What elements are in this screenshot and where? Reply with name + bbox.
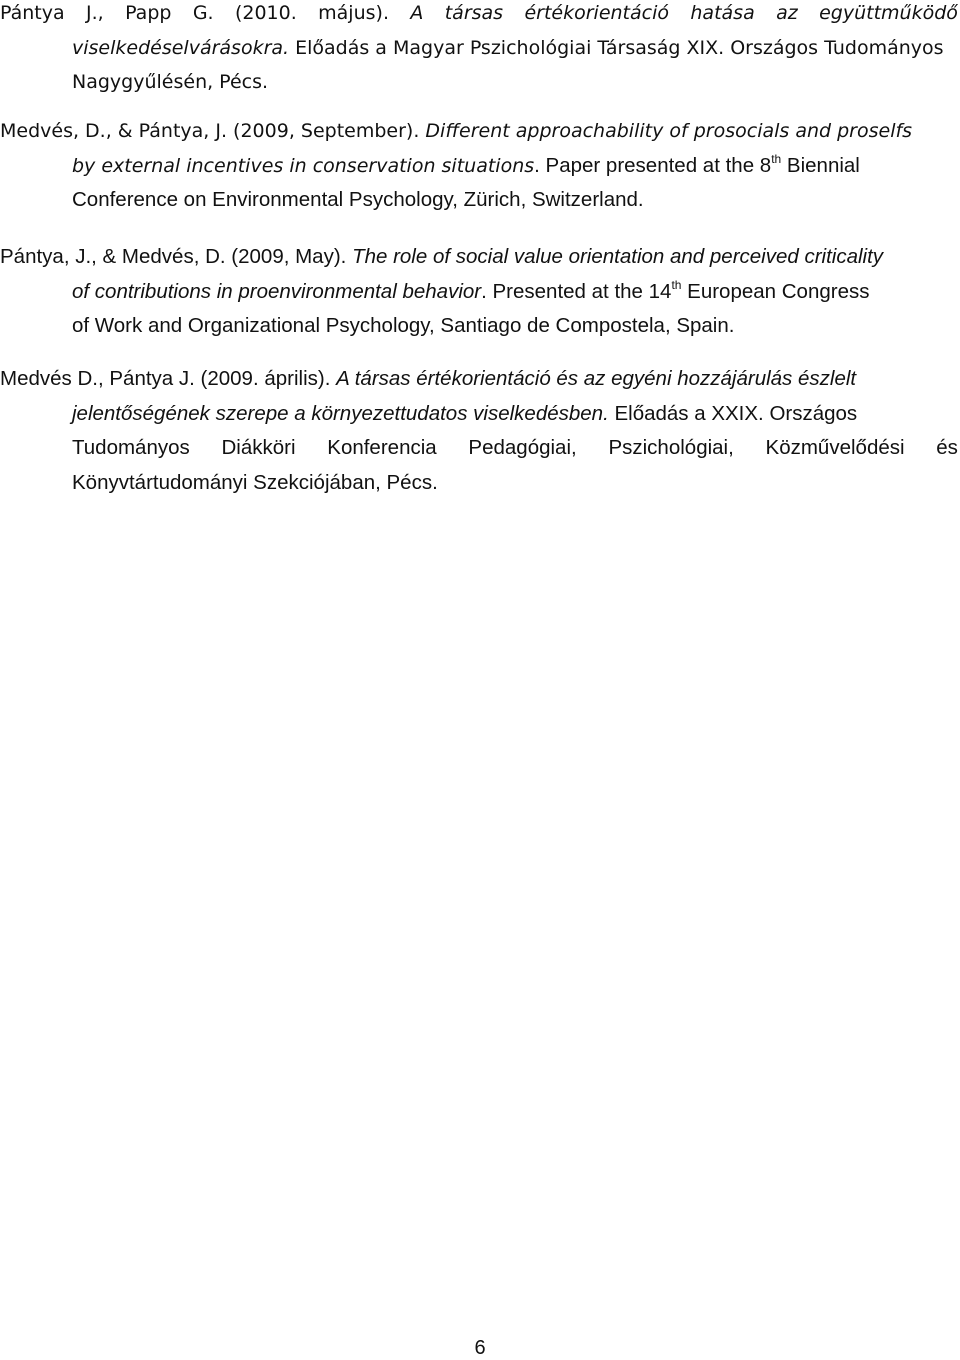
- reference-authors: Medvés D., Pántya J. (2009. április).: [0, 367, 331, 390]
- reference-authors: Medvés, D., & Pántya, J. (2009, September).: [0, 120, 420, 142]
- superscript: th: [771, 151, 782, 166]
- reference-item: Pántya J., Papp G. (2010. május). A társas értékorientáció hatása az együttműködő viselkedéselvárásokra. Előadás a Magyar Pszichológiai Társaság XIX. Országos Tudományos Nagygyűlésén, Pécs.: [0, 2, 958, 93]
- superscript: th: [671, 277, 682, 292]
- reference-authors: Pántya, J., & Medvés, D. (2009, May).: [0, 245, 347, 268]
- page-number: 6: [474, 1337, 486, 1359]
- reference-item: Medvés, D., & Pántya, J. (2009, September). Different approachability of prosocials and proselfs by external incentives in conservation situations. Paper presented at the 8th Biennial Conference on Environmental Psychology, Zürich, Switzerland.: [0, 120, 913, 211]
- reference-item: Pántya, J., & Medvés, D. (2009, May). The role of social value orientation and perceived criticality of contributions in proenvironmental behavior. Presented at the 14th European Congress of Work and Organizational Psychology, Santiago de Compostela, Spain.: [0, 245, 884, 337]
- reference-item: Medvés D., Pántya J. (2009. április). A társas értékorientáció és az egyéni hozzájárulás észlelt jelentőségének szerepe a környezettudatos viselkedésben. Előadás a XXIX. Országos Tudományos Diákköri Konferencia Pedagógiai, Pszichológiai, Közművelődési és Könyvtártudományi Szekciójában, Pécs.: [0, 367, 958, 494]
